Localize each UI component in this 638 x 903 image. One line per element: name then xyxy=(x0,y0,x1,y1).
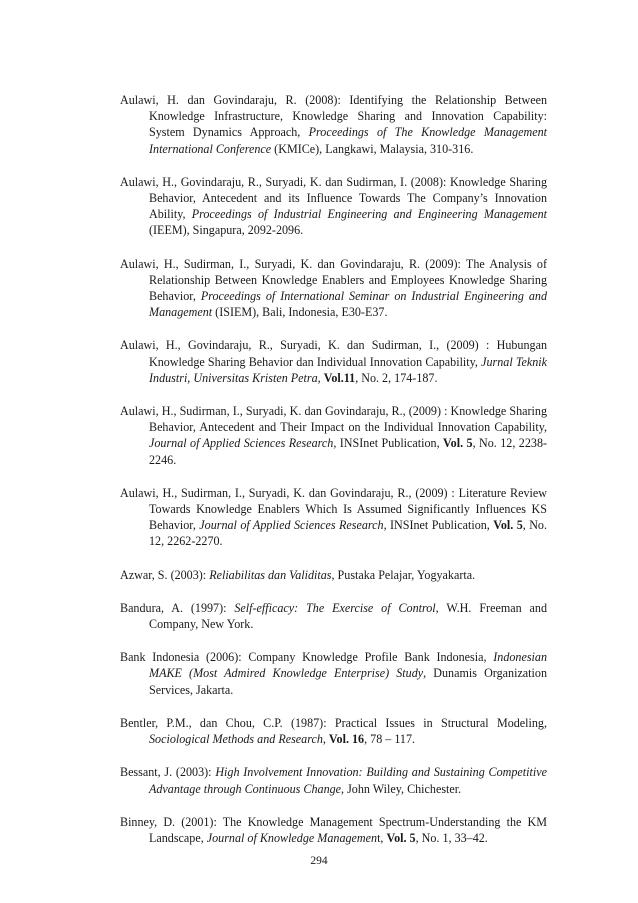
reference-entry: Aulawi, H., Govindaraju, R., Suryadi, K. dan Sudirman, I., (2009) : Hubungan Knowledge Sharing Behavior dan Individual Innovation Capability, Jurnal Teknik Industri, Universitas Kristen Petra, Vol.11, No. 2, 174-187. xyxy=(120,338,547,385)
reference-entry: Bessant, J. (2003): High Involvement Innovation: Building and Sustaining Competitive Advantage through Continuous Change, John Wiley, Chichester. xyxy=(120,765,547,796)
reference-entry: Binney, D. (2001): The Knowledge Management Spectrum-Understanding the KM Landscape, Journal of Knowledge Management, Vol. 5, No. 1, 33–42. xyxy=(120,814,547,845)
page-number: 294 xyxy=(310,855,328,867)
reference-entry: Bank Indonesia (2006): Company Knowledge Profile Bank Indonesia, Indonesian MAKE (Most Admired Knowledge Enterprise) Study, Dunamis Organization Services, Jakarta. xyxy=(120,650,547,697)
reference-entry: Aulawi, H., Govindaraju, R., Suryadi, K. dan Sudirman, I. (2008): Knowledge Sharing Behavior, Antecedent and its Influence Towards The Company’s Innovation Ability, Proceedings of Industrial Engineering and Engineering Management (IEEM), Singapura, 2092-2096. xyxy=(120,174,548,238)
reference-entry: Aulawi, H., Sudirman, I., Suryadi, K. dan Govindaraju, R., (2009) : Literature Review Towards Knowledge Enablers Which Is Assumed Significantly Influences KS Behavior, Journal of Applied Sciences Research, INSInet Publication, Vol. 5, No. 12, 2262-2270. xyxy=(120,485,547,549)
reference-entry: Aulawi, H., Sudirman, I., Suryadi, K. dan Govindaraju, R., (2009) : Knowledge Sharing Behavior, Antecedent and Their Impact on the Individual Innovation Capability, Journal of Applied Sciences Research, INSInet Publication, Vol. 5, No. 12, 2238-2246. xyxy=(120,404,548,467)
reference-entry: Azwar, S. (2003): Reliabilitas dan Validitas, Pustaka Pelajar, Yogyakarta. xyxy=(120,567,476,582)
reference-list xyxy=(120,92,547,863)
reference-entry: Aulawi, H. dan Govindaraju, R. (2008): Identifying the Relationship Between Knowledge Infrastructure, Knowledge Sharing and Innovation Capability: System Dynamics Approach, Proceedings of The Knowledge Management International Conference (KMICe), Langkawi, Malaysia, 310-316. xyxy=(120,93,547,156)
reference-entry: Bandura, A. (1997): Self-efficacy: The Exercise of Control, W.H. Freeman and Company, New York. xyxy=(120,600,547,632)
reference-entry: Aulawi, H., Sudirman, I., Suryadi, K. dan Govindaraju, R. (2009): The Analysis of Relationship Between Knowledge Enablers and Employees Knowledge Sharing Behavior, Proceedings of International Seminar on Industrial Engineering and Management (ISIEM), Bali, Indonesia, E30-E37. xyxy=(120,256,547,320)
reference-entry: Bentler, P.M., dan Chou, C.P. (1987): Practical Issues in Structural Modeling, Sociological Methods and Research, Vol. 16, 78 – 117. xyxy=(120,715,547,747)
